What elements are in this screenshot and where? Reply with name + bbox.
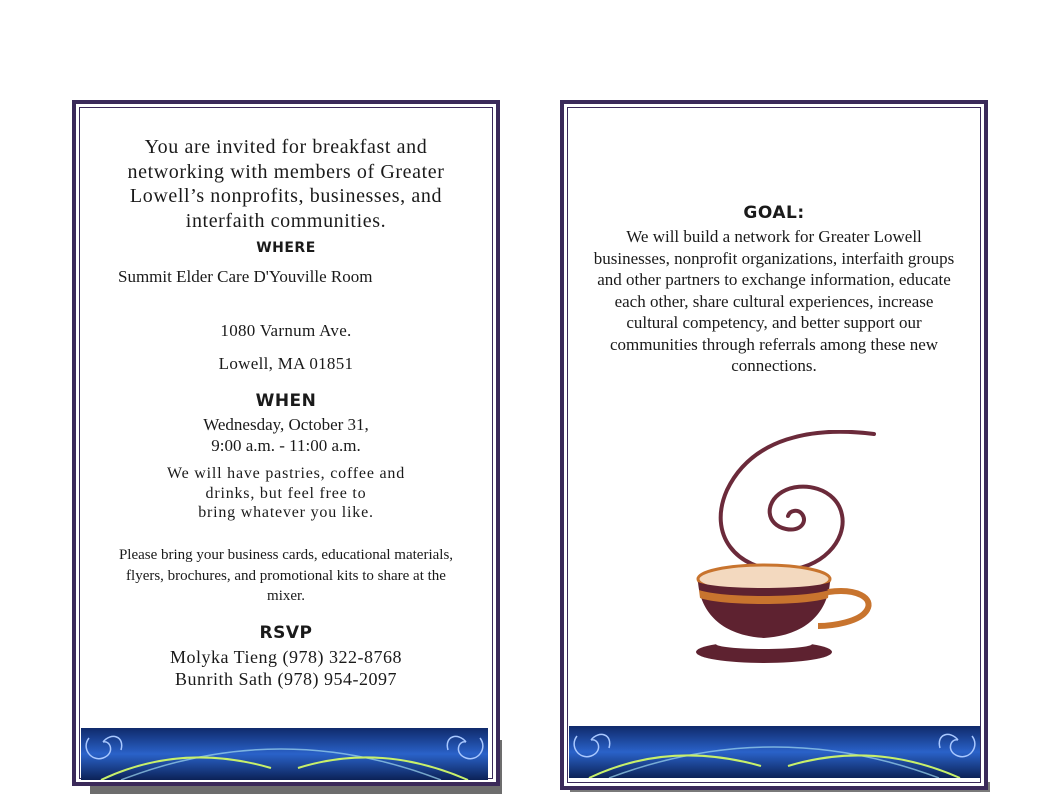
refreshments-note xyxy=(86,464,486,523)
goal-line: businesses, nonprofit organizations, interfaith groups xyxy=(593,248,955,268)
note-line: bring whatever you like. xyxy=(198,504,374,521)
decorative-banner xyxy=(81,728,488,780)
coffee-cup-icon xyxy=(682,430,882,670)
goal-line: each other, share cultural experiences, increase xyxy=(614,291,934,311)
goal-line: communities through referrals among these new xyxy=(609,334,939,354)
decorative-banner xyxy=(569,726,980,778)
rsvp-contacts xyxy=(76,647,496,690)
invitation-text xyxy=(86,135,486,233)
goal-line: connections. xyxy=(731,356,817,375)
when-heading: WHEN xyxy=(255,391,317,411)
note-line: mixer. xyxy=(267,588,305,604)
event-datetime xyxy=(76,414,496,456)
goal-heading: GOAL: xyxy=(743,203,805,223)
goal-line: cultural competency, and better support our xyxy=(626,313,922,332)
contact-line: Bunrith Sath (978) 954-2097 xyxy=(175,668,397,689)
note-line: flyers, brochures, and promotional kits to share at the xyxy=(126,567,446,584)
event-time: 9:00 a.m. - 11:00 a.m. xyxy=(211,436,361,455)
invite-line: interfaith communities. xyxy=(185,209,387,232)
goal-line: and other partners to exchange information, educate xyxy=(597,270,951,289)
note-line: We will have pastries, coffee and xyxy=(166,465,406,482)
goal-text xyxy=(570,226,978,377)
goal-card xyxy=(560,100,988,790)
goal-line: We will build a network for Greater Lowell xyxy=(626,227,922,246)
address-line: Lowell, MA 01851 xyxy=(218,354,354,373)
contact-line: Molyka Tieng (978) 322-8768 xyxy=(169,647,402,667)
bring-materials-note xyxy=(84,545,488,607)
rsvp-heading: RSVP xyxy=(259,623,313,643)
invite-line: networking with members of Greater xyxy=(127,160,445,183)
address-line: 1080 Varnum Ave. xyxy=(220,321,352,340)
invite-line: You are invited for breakfast and xyxy=(144,136,428,158)
note-line: Please bring your business cards, educational materials, xyxy=(118,547,454,563)
where-heading: WHERE xyxy=(256,240,316,256)
invitation-card xyxy=(72,100,500,786)
event-date: Wednesday, October 31, xyxy=(203,415,369,434)
invite-line: Lowell’s nonprofits, businesses, and xyxy=(129,185,443,207)
note-line: drinks, but feel free to xyxy=(205,484,367,502)
venue-name: Summit Elder Care D'Youville Room xyxy=(118,267,373,286)
